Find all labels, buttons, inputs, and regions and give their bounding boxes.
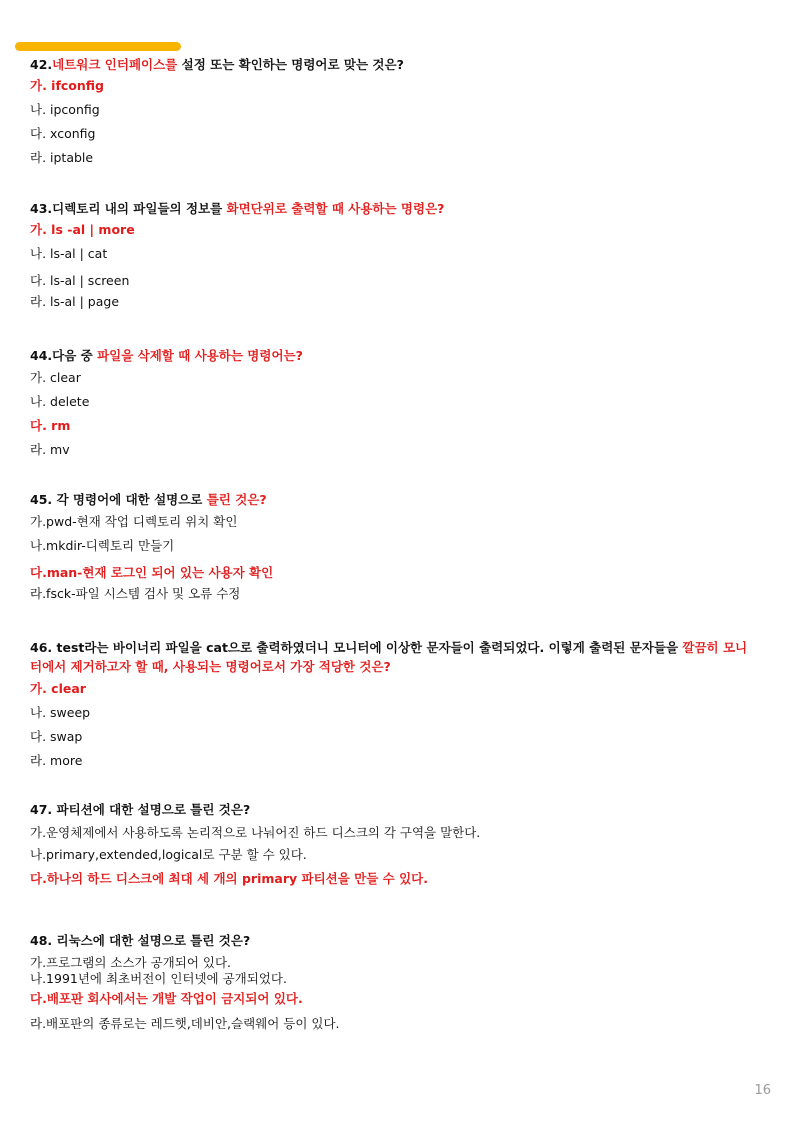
- question-42: [30, 55, 759, 74]
- question-emphasis: 네트워크 인터페이스를: [52, 57, 178, 72]
- option: 나.1991년에 최초버전이 인터넷에 공개되었다.: [30, 971, 287, 986]
- option-answer: 다.배포판 회사에서는 개발 작업이 금지되어 있다.: [30, 991, 303, 1006]
- question-43: [30, 199, 759, 218]
- question-emphasis: 깔끔히 모니터에서 제거하고자 할 때, 사용되는 명령어로서 가장 적당한 것은?: [30, 640, 748, 674]
- highlight-bar: [15, 42, 181, 51]
- option-answer: 다. rm: [30, 418, 71, 433]
- option: 가.운영체제에서 사용하도록 논리적으로 나눠어진 하드 디스크의 각 구역을 말한다.: [30, 825, 481, 840]
- question-48: [30, 931, 759, 950]
- question-text: 46. test라는 바이너리 파일을 cat으로 출력하였더니 모니터에 이상한 문자들이 출력되었다. 이렇게 출력된 문자들을: [30, 640, 683, 655]
- question-text: 44.다음 중: [30, 348, 98, 363]
- option: 라. ls-al | page: [30, 294, 120, 309]
- option: 다. ls-al | screen: [30, 273, 130, 288]
- option: 나.mkdir-디렉토리 만들기: [30, 538, 175, 553]
- option: 라.fsck-파일 시스템 검사 및 오류 수정: [30, 586, 241, 601]
- option-answer: 다.man-현재 로그인 되어 있는 사용자 확인: [30, 565, 274, 580]
- option: 라. mv: [30, 442, 70, 457]
- option: 다. swap: [30, 729, 83, 744]
- question-emphasis: 화면단위로 출력할 때 사용하는 명령은?: [226, 201, 445, 216]
- question-text: 47. 파티션에 대한 설명으로 틀린 것은?: [30, 802, 251, 817]
- option-answer: 다.하나의 하드 디스크에 최대 세 개의 primary 파티션을 만들 수 있다.: [30, 871, 428, 886]
- option-answer: 가. ifconfig: [30, 78, 105, 93]
- question-46: [30, 638, 759, 676]
- question-44: [30, 346, 759, 365]
- option: 가.pwd-현재 작업 디렉토리 위치 확인: [30, 514, 238, 529]
- option: 나. ls-al | cat: [30, 246, 108, 261]
- option: 나. sweep: [30, 705, 91, 720]
- question-text: 설정 또는 확인하는 명령어로 맞는 것은?: [177, 57, 404, 72]
- question-text: 43.디렉토리 내의 파일들의 정보를: [30, 201, 227, 216]
- option: 나.primary,extended,logical로 구분 할 수 있다.: [30, 847, 307, 862]
- question-emphasis: 파일을 삭제할 때 사용하는 명령어는?: [97, 348, 303, 363]
- question-47: [30, 800, 759, 819]
- option: 가. clear: [30, 370, 81, 385]
- option: 나. ipconfig: [30, 102, 100, 117]
- option: 가.프로그램의 소스가 공개되어 있다.: [30, 955, 231, 970]
- option-answer: 가. ls -al | more: [30, 222, 135, 237]
- option: 라. more: [30, 753, 83, 768]
- page-number: 16: [754, 1083, 771, 1098]
- question-text: 48. 리눅스에 대한 설명으로 틀린 것은?: [30, 933, 251, 948]
- option: 나. delete: [30, 394, 90, 409]
- question-emphasis: 틀린 것은?: [206, 492, 267, 507]
- option: 라.배포판의 종류로는 레드햇,데비안,슬랙웨어 등이 있다.: [30, 1016, 340, 1031]
- question-45: [30, 490, 759, 509]
- option: 다. xconfig: [30, 126, 96, 141]
- question-text: 45. 각 명령어에 대한 설명으로: [30, 492, 207, 507]
- option: 라. iptable: [30, 150, 94, 165]
- option-answer: 가. clear: [30, 681, 86, 696]
- question-text: 42.: [30, 57, 53, 72]
